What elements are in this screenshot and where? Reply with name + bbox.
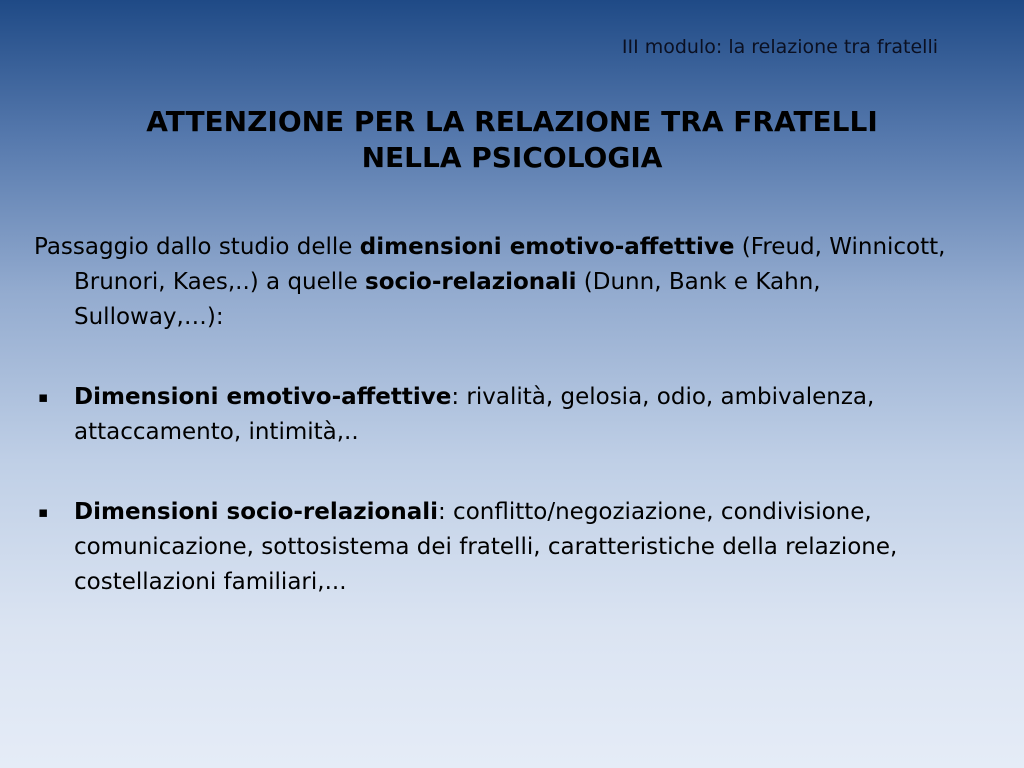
bullet-square-icon: ▪ bbox=[38, 388, 49, 406]
intro-bold-1: dimensioni emotivo-affettive bbox=[359, 234, 735, 260]
module-label: III modulo: la relazione tra fratelli bbox=[621, 36, 938, 58]
bullet-item bbox=[34, 380, 974, 450]
intro-text-2: (Freud, Winnicott, Brunori, Kaes,..) a quelle bbox=[74, 234, 946, 295]
title-line-1: ATTENZIONE PER LA RELAZIONE TRA FRATELLI bbox=[146, 105, 878, 138]
intro-text-1: Passaggio dallo studio delle bbox=[34, 234, 360, 260]
intro-bold-2: socio-relazionali bbox=[365, 269, 577, 295]
slide-title bbox=[40, 104, 984, 176]
bullet-bold-label: Dimensioni emotivo-affettive bbox=[74, 384, 452, 410]
bullet-item bbox=[34, 495, 974, 600]
bullet-text: : conflitto/negoziazione, condivisione, comunicazione, sottosistema dei fratelli, caratteristiche della relazione, costellazioni familiari,... bbox=[74, 499, 898, 595]
bullet-text: : rivalità, gelosia, odio, ambivalenza, attaccamento, intimità,.. bbox=[74, 384, 875, 445]
title-line-2: NELLA PSICOLOGIA bbox=[361, 141, 663, 174]
bullet-square-icon: ▪ bbox=[38, 503, 49, 521]
bullet-bold-label: Dimensioni socio-relazionali bbox=[74, 499, 438, 525]
intro-paragraph bbox=[34, 230, 974, 335]
intro-text-3: (Dunn, Bank e Kahn, Sulloway,…): bbox=[74, 269, 821, 330]
slide-content bbox=[34, 230, 974, 600]
